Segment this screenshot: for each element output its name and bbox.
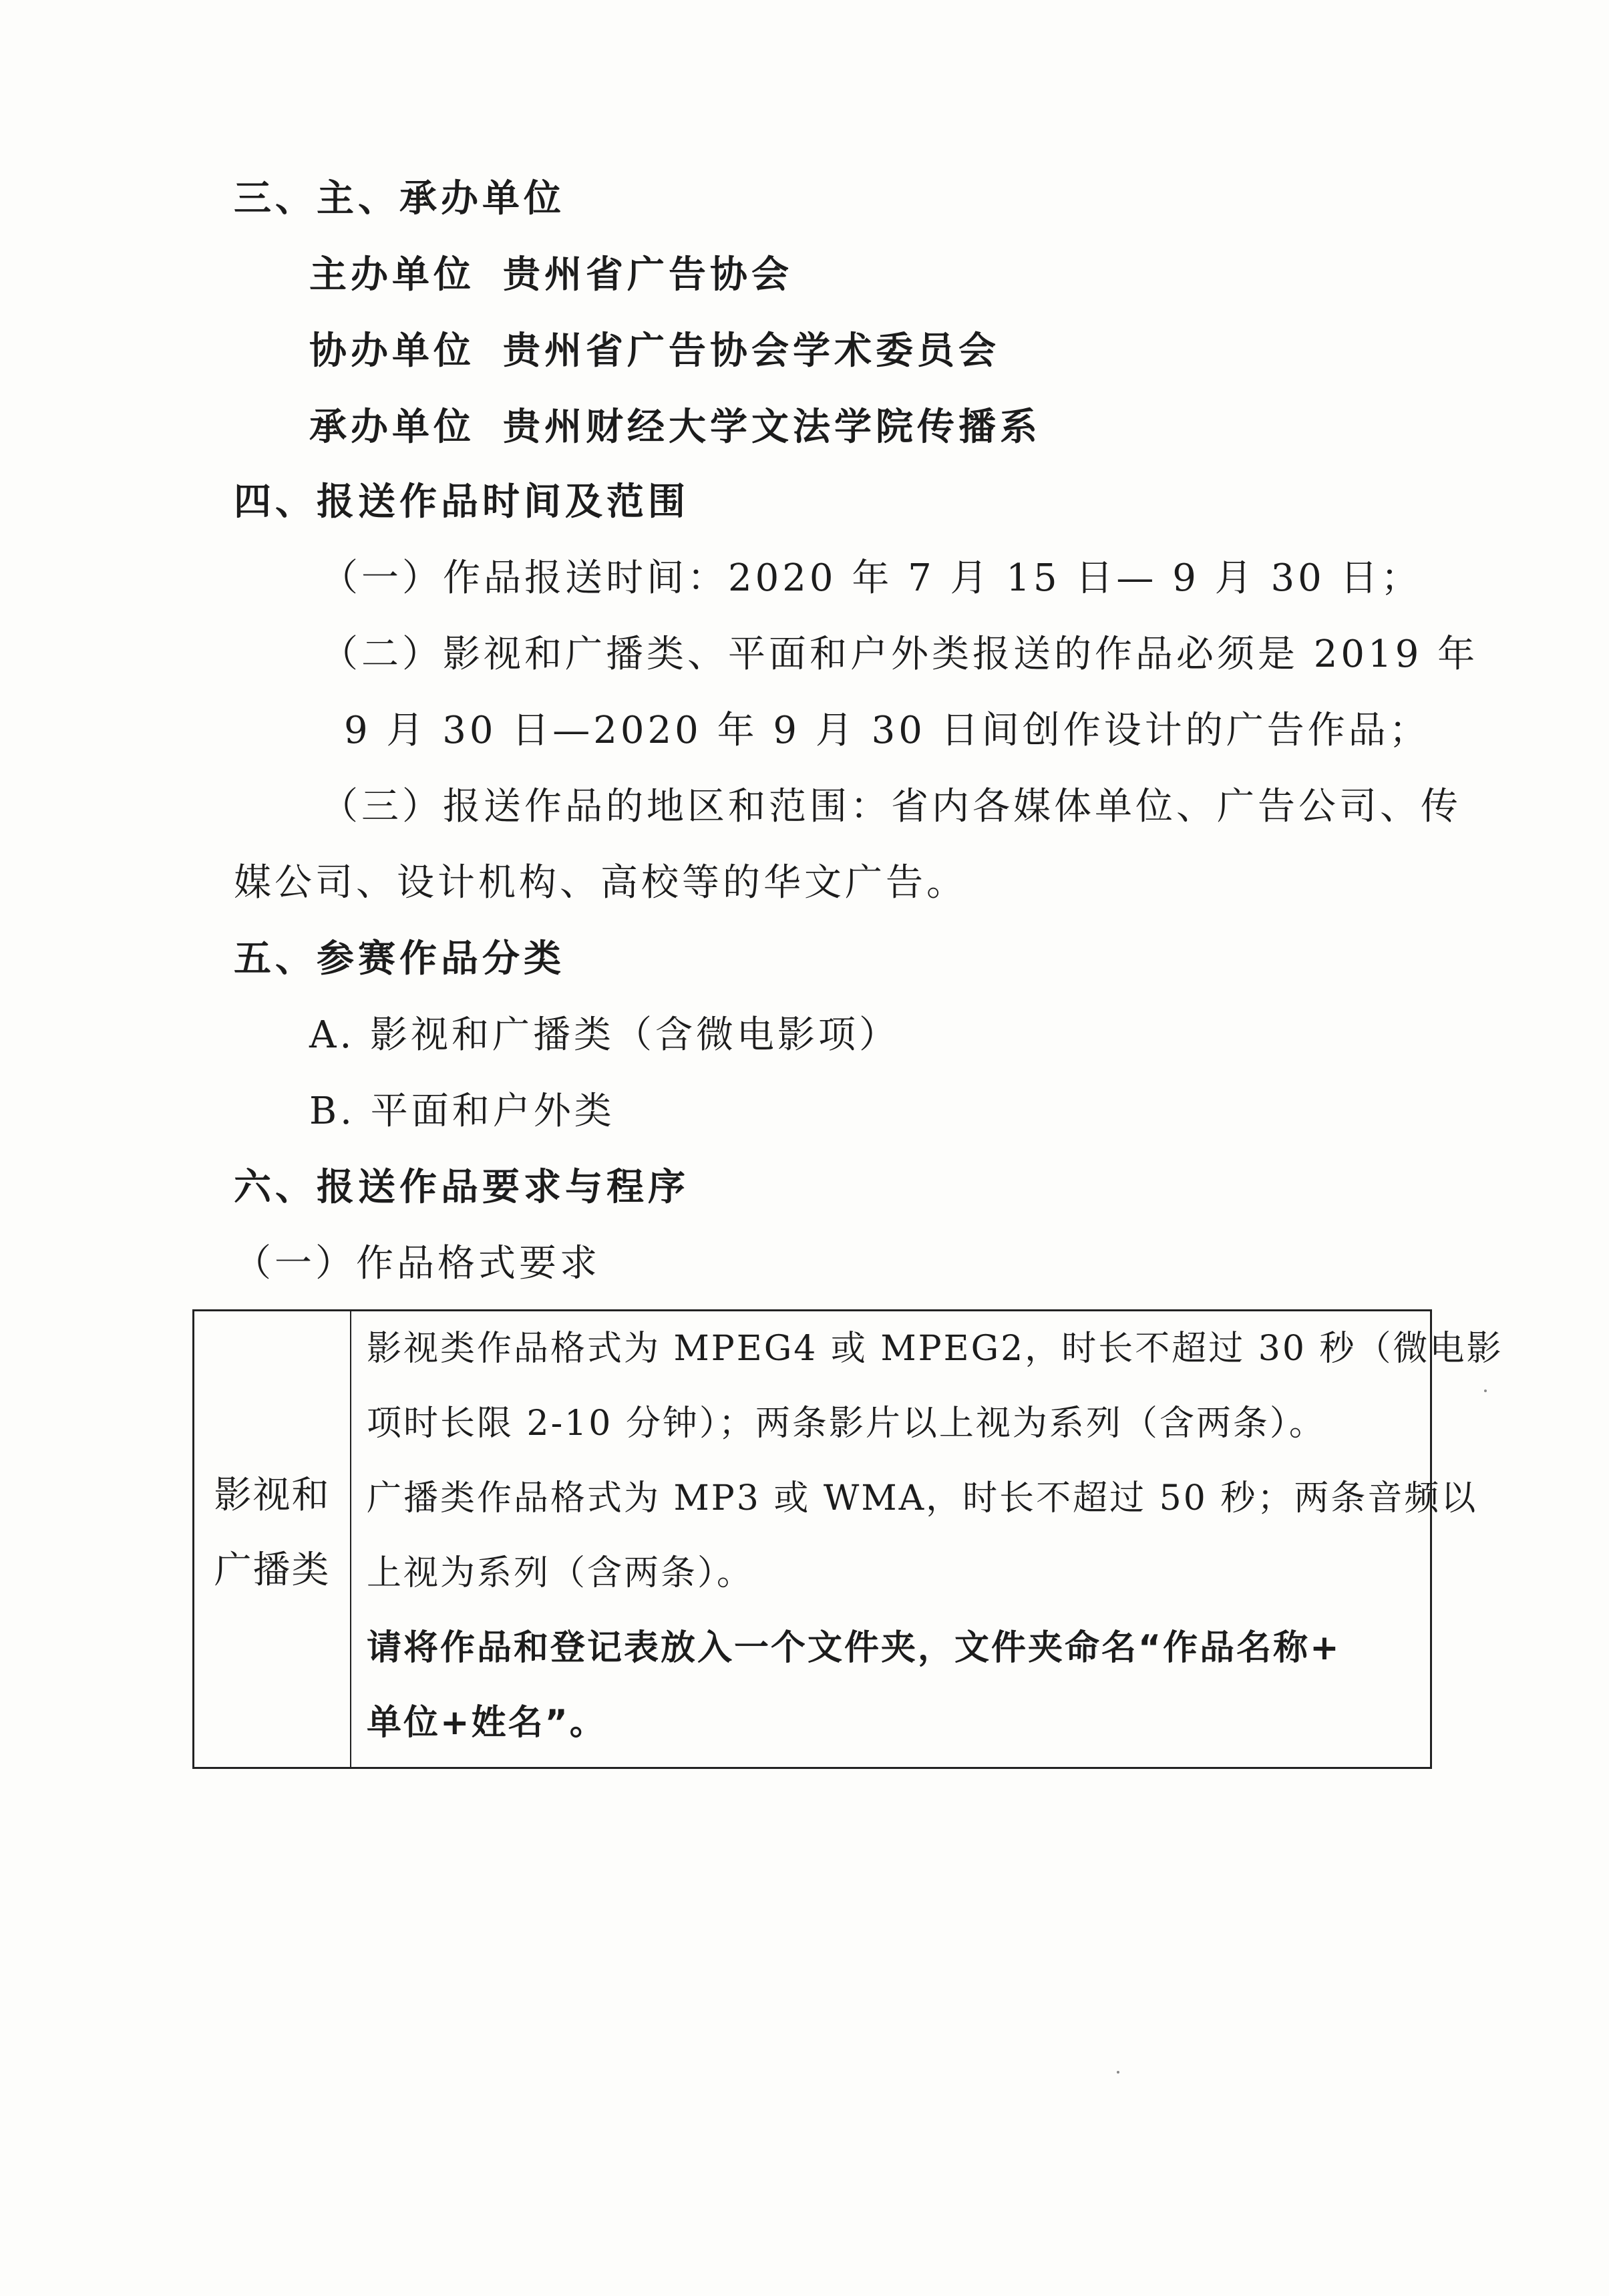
organizer-label: 主办单位 — [309, 253, 475, 297]
category-b: B. 平面和户外类 — [309, 1090, 615, 1133]
format-requirements-title: （一）作品格式要求 — [234, 1242, 600, 1285]
table-requirements — [367, 1311, 1503, 1760]
requirement-line: 影视类作品格式为 MPEG4 或 MPEG2，时长不超过 30 秒（微电影 — [367, 1329, 1503, 1369]
organizer-value: 贵州省广告协会 — [503, 253, 793, 297]
table-divider — [350, 1311, 351, 1767]
requirement-line: 项时长限 2-10 分钟）；两条影片以上视为系列（含两条）。 — [367, 1404, 1326, 1444]
folder-instruction-line: 单位+姓名”。 — [367, 1703, 606, 1743]
undertaker-label: 承办单位 — [309, 405, 475, 449]
undertaker-value: 贵州财经大学文法学院传播系 — [503, 405, 1041, 449]
format-table — [192, 1309, 1503, 1769]
category-a: A. 影视和广播类（含微电影项） — [309, 1013, 900, 1057]
table-category-label — [194, 1458, 350, 1608]
section-5-title: 五、参赛作品分类 — [234, 937, 565, 981]
co-organizer-value: 贵州省广告协会学术委员会 — [503, 329, 1000, 373]
scope-line1: （三）报送作品的地区和范围：省内各媒体单位、广告公司、传 — [321, 785, 1461, 828]
section-3-title: 三、主、承办单位 — [234, 177, 565, 220]
eligible-works-line1: （二）影视和广播类、平面和户外类报送的作品必须是 2019 年 — [321, 633, 1479, 676]
folder-instruction-line: 请将作品和登记表放入一个文件夹，文件夹命名“作品名称+ — [367, 1628, 1341, 1668]
scan-speck — [1117, 2071, 1119, 2074]
table-label-line2: 广播类 — [214, 1548, 331, 1592]
section-4-title: 四、报送作品时间及范围 — [234, 480, 689, 524]
submission-period: （一）作品报送时间：2020 年 7 月 15 日— 9 月 30 日； — [321, 556, 1422, 600]
section-6-title: 六、报送作品要求与程序 — [234, 1166, 689, 1209]
co-organizer-label: 协办单位 — [309, 329, 475, 373]
eligible-works-line2: 9 月 30 日—2020 年 9 月 30 日间创作设计的广告作品； — [344, 709, 1430, 752]
scan-speck — [1484, 1389, 1487, 1392]
table-label-line1: 影视和 — [214, 1474, 331, 1517]
scope-line2: 媒公司、设计机构、高校等的华文广告。 — [234, 861, 967, 905]
requirement-line: 广播类作品格式为 MP3 或 WMA，时长不超过 50 秒；两条音频以 — [367, 1478, 1478, 1518]
requirement-line: 上视为系列（含两条）。 — [367, 1553, 754, 1593]
